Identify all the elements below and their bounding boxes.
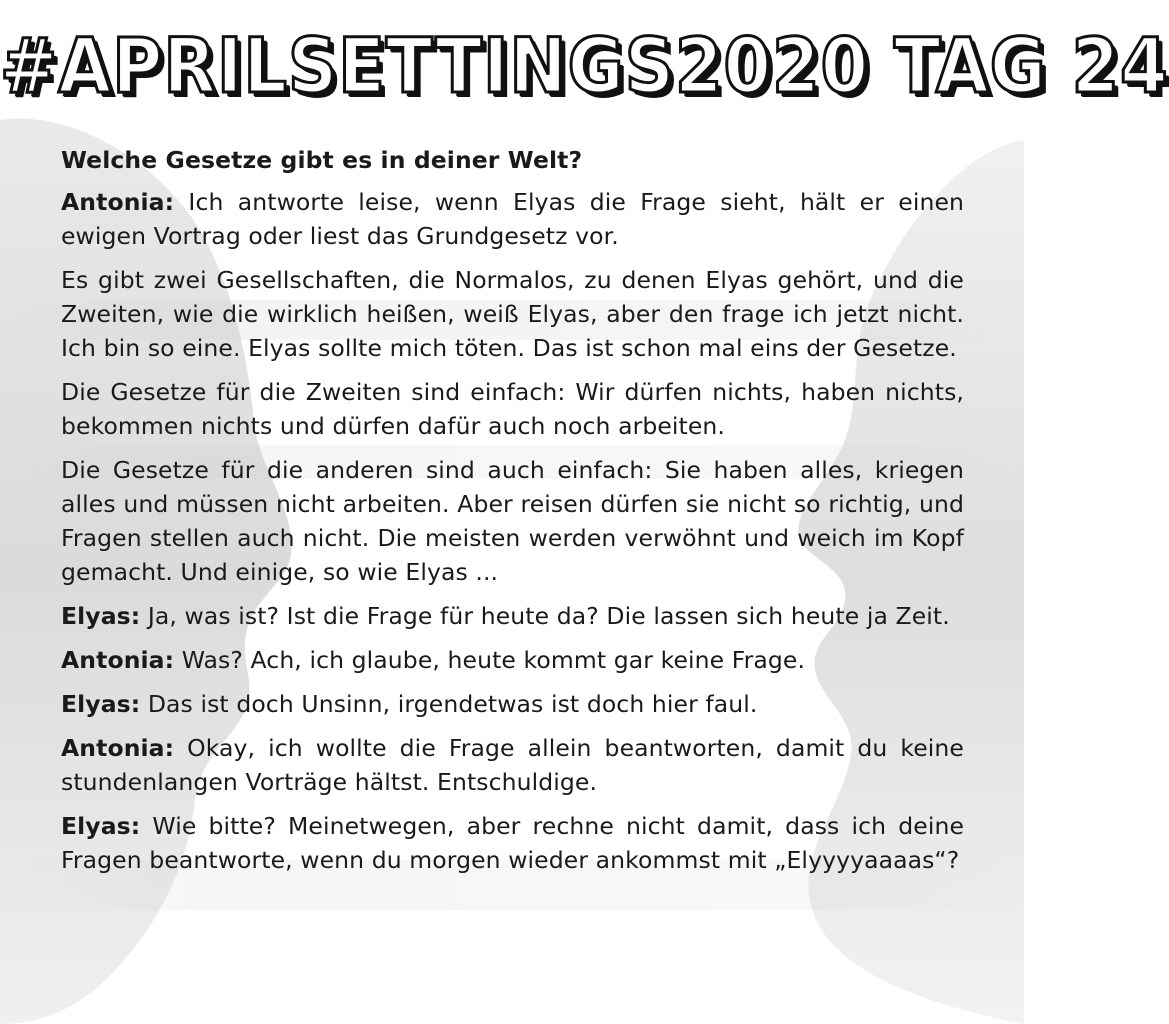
paragraph-text: Wie bitte? Meinetwegen, aber rechne nicht damit, dass ich deine Fragen beantworte, wenn du morgen wieder ankommst mit „Elyyyyaaaas“? [61, 812, 964, 874]
text-body [61, 143, 964, 887]
paragraph-4 [61, 453, 964, 589]
paragraph-text: Okay, ich wollte die Frage allein beantworten, damit du keine stundenlangen Vorträge hältst. Entschuldige. [61, 734, 964, 796]
question-heading: Welche Gesetze gibt es in deiner Welt? [61, 146, 583, 174]
paragraph-text: Ich antworte leise, wenn Elyas die Frage sieht, hält er einen ewigen Vortrag oder liest das Grundgesetz vor. [61, 188, 964, 250]
speaker-label: Elyas: [61, 602, 141, 630]
paragraph-3 [61, 375, 964, 443]
paragraph-6 [61, 643, 964, 677]
paragraph-1 [61, 185, 964, 253]
paragraph-text: Es gibt zwei Gesellschaften, die Normalos, zu denen Elyas gehört, und die Zweiten, wie die wirklich heißen, weiß Elyas, aber den frage ich jetzt nicht. Ich bin so eine. Elyas sollte mich töten. Das ist schon mal eins der Gesetze. [61, 266, 964, 362]
paragraph-text: Ja, was ist? Ist die Frage für heute da? Die lassen sich heute ja Zeit. [140, 602, 950, 630]
paragraph-text: Die Gesetze für die Zweiten sind einfach: Wir dürfen nichts, haben nichts, bekommen nichts und dürfen dafür auch noch arbeiten. [61, 378, 964, 440]
paragraph-5 [61, 599, 964, 633]
page-title: #APRILSETTINGS2020 TAG 24 [0, 21, 1169, 110]
paragraph-7 [61, 687, 964, 721]
paragraph-text: Die Gesetze für die anderen sind auch einfach: Sie haben alles, kriegen alles und müssen nicht arbeiten. Aber reisen dürfen sie nicht so richtig, und Fragen stellen auch nicht. Die meisten werden verwöhnt und weich im Kopf gemacht. Und einige, so wie Elyas ... [61, 456, 964, 586]
speaker-label: Antonia: [61, 734, 175, 762]
paragraph-text: Was? Ach, ich glaube, heute kommt gar keine Frage. [174, 646, 806, 674]
speaker-label: Elyas: [61, 812, 141, 840]
paragraph-9 [61, 809, 964, 877]
paragraph-2 [61, 263, 964, 365]
speaker-label: Elyas: [61, 690, 141, 718]
paragraph-8 [61, 731, 964, 799]
speaker-label: Antonia: [61, 646, 175, 674]
speaker-label: Antonia: [61, 188, 175, 216]
paragraph-text: Das ist doch Unsinn, irgendetwas ist doch hier faul. [140, 690, 758, 718]
